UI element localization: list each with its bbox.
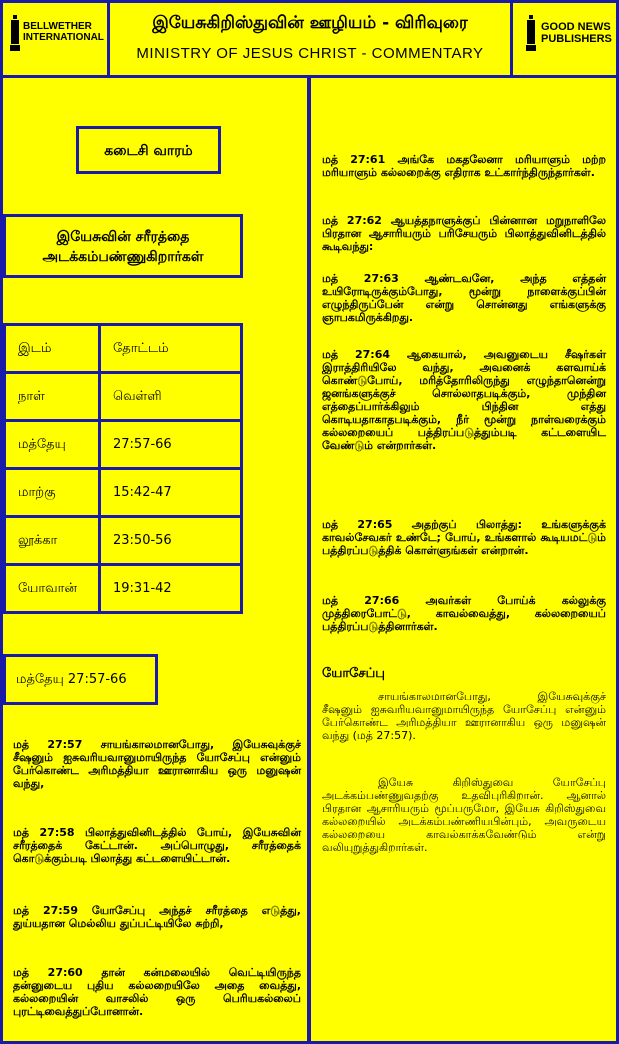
- verse-27-58: மத் 27:58 பிலாத்துவினிடத்தில் போய், இயேசுவின் சரீரத்தைக் கேட்டான். அப்பொழுது, சரீரத்தைக் கொடுக்கும்படி பிலாத்து கட்டளையிட்டான்.: [13, 826, 301, 865]
- left-column: [3, 78, 307, 1041]
- joseph-paragraph-1: சாயங்காலமானபோது, இயேசுவுக்குச் சீஷனும் ஐசுவரியவானுமாயிருந்த யோசேப்பு என்னும் பேர்கொண்ட அரிமத்தியா ஊரானாகிய ஒரு மனுஷன் வந்து (மத் 27:57).: [322, 690, 606, 742]
- table-label-luke: லூக்கா: [3, 515, 101, 566]
- good-news-logo-icon: [526, 15, 536, 51]
- verse-27-64: மத் 27:64 ஆகையால், அவனுடைய சீஷர்கள் இராத்திரியிலே வந்து, அவனைக் களவாய்க் கொண்டுபோய், மரித்தோரிலிருந்து எழுந்தானென்று ஜனங்களுக்குச் சொல்லாதபடிக்கும், முந்தின எத்தைப்பார்க்கிலும் பிந்தின எத்து கொடியதாகாதபடிக்கும், நீர் மூன்று நாள்வரைக்கும் கல்லறையைப் பத்திரப்படுத்தும்படி கட்டளையிட வேண்டும் என்றார்கள்.: [322, 348, 606, 452]
- table-value-matthew: 27:57-66: [98, 419, 243, 470]
- table-value-mark: 15:42-47: [98, 467, 243, 518]
- info-table: [3, 323, 243, 617]
- left-logo-panel: [3, 3, 107, 75]
- verse-27-65: மத் 27:65 அதற்குப் பிலாத்து: உங்களுக்குக் காவல்சேவகர் உண்டே; போய், உங்களால் கூடியமட்டும் பத்திரப்படுத்திக் கொள்ளுங்கள் என்றான்.: [322, 518, 606, 557]
- verse-27-57: மத் 27:57 சாயங்காலமானபோது, இயேசுவுக்குச் சீஷனும் ஐசுவரியவானுமாயிருந்த யோசேப்பு என்னும் பேர்கொண்ட அரிமத்தியா ஊரானாகிய ஒரு மனுஷன் வந்து,: [13, 738, 301, 790]
- bellwether-logo-text: BELLWETHER INTERNATIONAL: [23, 21, 104, 43]
- right-column: [311, 78, 616, 1041]
- subtitle-line1: இயேசுவின் சரீரத்தை: [56, 229, 190, 245]
- good-news-logo-text: GOOD NEWS PUBLISHERS: [541, 21, 612, 45]
- table-value-day: வெள்ளி: [98, 371, 243, 422]
- right-logo-panel: [513, 3, 616, 75]
- subtitle-box: [3, 214, 243, 278]
- table-label-matthew: மத்தேயு: [3, 419, 101, 470]
- title-english: MINISTRY OF JESUS CHRIST - COMMENTARY: [136, 45, 484, 62]
- section-title-box: [76, 126, 221, 174]
- table-label-john: யோவான்: [3, 563, 101, 614]
- table-label-mark: மாற்கு: [3, 467, 101, 518]
- table-value-luke: 23:50-56: [98, 515, 243, 566]
- table-label-place: இடம்: [3, 323, 101, 374]
- verse-27-59: மத் 27:59 யோசேப்பு அந்தச் சரீரத்தை எடுத்து, துய்யதான மெல்லிய துப்பட்டியிலே சுற்றி,: [13, 904, 301, 930]
- passage-heading: மத்தேயு 27:57-66: [16, 672, 127, 687]
- section-title: கடைசி வாரம்: [104, 143, 193, 159]
- verse-27-60: மத் 27:60 தான் கன்மலையில் வெட்டியிருந்த தன்னுடைய புதிய கல்லறையிலே அதை வைத்து, கல்லறையின் வாசலில் ஒரு பெரியகல்லைப் புரட்டிவைத்துப்போனான்.: [13, 966, 301, 1018]
- joseph-paragraph-2: இயேசு கிறிஸ்துவை யோசேப்பு அடக்கம்பண்ணுவதற்கு உதவிபுரிகிறான். ஆனால் பிரதான ஆசாரியரும் மூப்பருமோ, இயேசு கிறிஸ்துவை கல்லறையில் அடக்கம்பண்ணியபின்பும், அவருடைய கல்லறையை காவல்காக்கவேண்டும் என்று வலியுறுத்துகிறார்கள்.: [322, 776, 606, 854]
- passage-heading-box: [3, 654, 158, 705]
- header-title-panel: [110, 3, 510, 75]
- table-label-day: நாள்: [3, 371, 101, 422]
- verse-27-61: மத் 27:61 அங்கே மகதலேனா மரியாளும் மற்ற மரியாளும் கல்லறைக்கு எதிராக உட்கார்ந்திருந்தார்கள்.: [322, 153, 606, 179]
- joseph-heading: யோசேப்பு: [322, 666, 385, 681]
- bellwether-logo-icon: [10, 15, 20, 51]
- table-value-place: தோட்டம்: [98, 323, 243, 374]
- verse-27-63: மத் 27:63 ஆண்டவனே, அந்த எத்தன் உயிரோடிருக்கும்போது, மூன்று நாளைக்குப்பின் எழுந்திருப்பேன் என்று சொன்னது எங்களுக்கு ஞாபகமிருக்கிறது.: [322, 272, 606, 324]
- verse-27-66: மத் 27:66 அவர்கள் போய்க் கல்லுக்கு முத்திரைபோட்டு, காவல்வைத்து, கல்லறையைப் பத்திரப்படுத்தினார்கள்.: [322, 594, 606, 633]
- table-value-john: 19:31-42: [98, 563, 243, 614]
- title-tamil: இயேசுகிறிஸ்துவின் ஊழியம் - விரிவுரை: [152, 13, 468, 33]
- subtitle-line2: அடக்கம்பண்ணுகிறார்கள்: [42, 249, 204, 265]
- verse-27-62: மத் 27:62 ஆயத்தநாளுக்குப் பின்னான மறுநாளிலே பிரதான ஆசாரியரும் பரிசேயரும் பிலாத்துவினிடத்தில் கூடிவந்து:: [322, 214, 606, 253]
